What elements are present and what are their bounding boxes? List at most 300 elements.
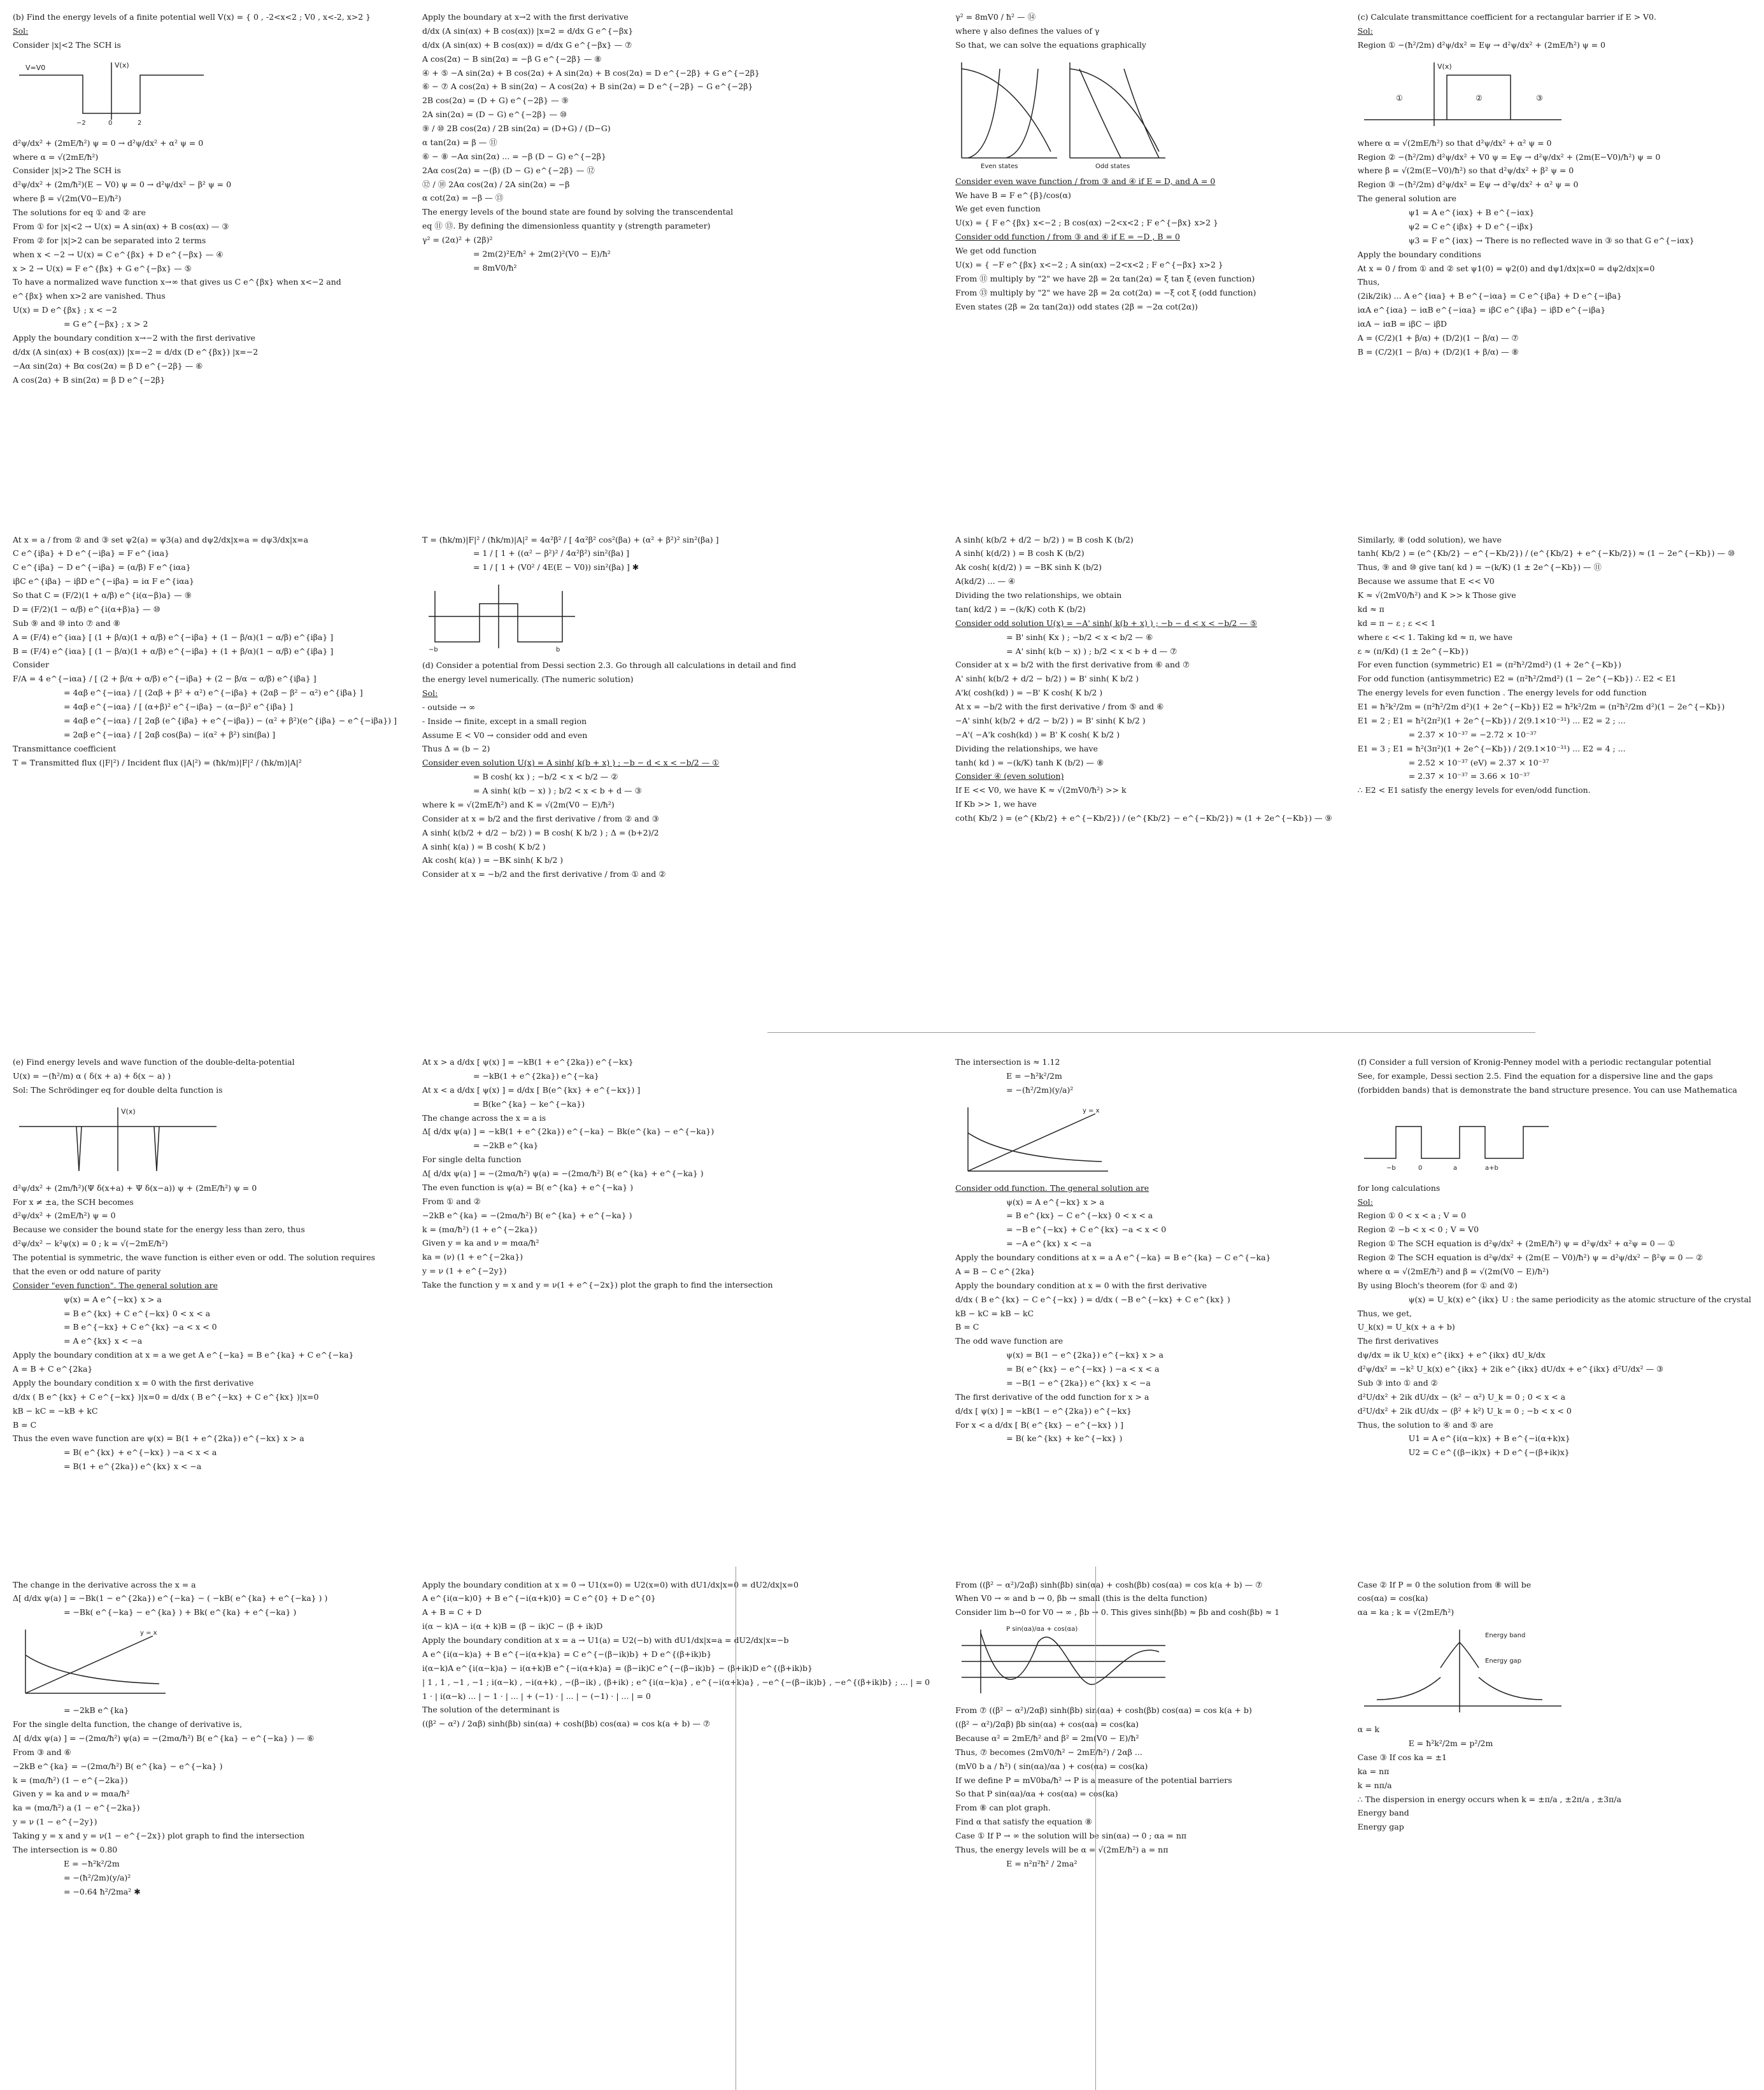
divider-line bbox=[1095, 1567, 1096, 2090]
note-line: iαA − iαB = iβC − iβD bbox=[1357, 319, 1447, 329]
note-line: d/dx ( B e^{kx} − C e^{−kx} ) = d/dx ( −B e^{−kx} + C e^{kx} ) bbox=[955, 1294, 1230, 1304]
note-line: From ⑪ multiply by "2" we have 2β = 2α tan(2α) = ξ tan ξ (even function) bbox=[955, 273, 1255, 283]
intersect-figure-wrap bbox=[13, 1623, 397, 1700]
note-line: The solutions for eq ① and ② are bbox=[13, 208, 146, 217]
note-line: If we define P = mV0ba/ħ² → P is a measure of the potential barriers bbox=[955, 1775, 1232, 1785]
note-line: A = (F/4) e^{iαa} [ (1 + β/α)(1 + α/β) e^{−iβa} + (1 − β/α)(1 − α/β) e^{iβa} ] bbox=[13, 632, 334, 642]
note-line: kB − kC = kB − kC bbox=[955, 1308, 1034, 1318]
note-line: ψ1 = A e^{iαx} + B e^{−iαx} bbox=[1408, 208, 1535, 217]
note-line: For odd function (antisymmetric) E2 = (π²ħ²/2md²) (1 − 2e^{−Kb}) ∴ E2 < E1 bbox=[1357, 674, 1677, 684]
figure-label: Even states bbox=[981, 162, 1018, 170]
figure-label: ① bbox=[1395, 93, 1403, 103]
note-line: α tan(2α) = β — ⑪ bbox=[422, 137, 497, 147]
note-line: By using Bloch's theorem (for ① and ②) bbox=[1357, 1280, 1518, 1290]
figure-curve bbox=[1079, 69, 1121, 158]
note-line: d²U/dx² + 2ik dU/dx − (β² + k²) U_k = 0 ; −b < x < 0 bbox=[1357, 1405, 1572, 1416]
note-line: Apply the boundary condition x = 0 with the first derivative bbox=[13, 1377, 254, 1388]
note-line: Δ[ d/dx ψ(a) ] = −kB(1 + e^{2ka}) e^{−ka} − Bk(e^{ka} − e^{−ka}) bbox=[422, 1127, 715, 1137]
note-line: d/dx ( B e^{kx} + C e^{−kx} )|x=0 = d/dx ( B e^{−kx} + C e^{kx} )|x=0 bbox=[13, 1391, 319, 1402]
note-line: = −0.64 ħ²/2ma² ✱ bbox=[64, 1886, 141, 1896]
note-line: Region ② The SCH equation is d²ψ/dx² + (2m(E − V0)/ħ²) ψ = d²ψ/dx² − β²ψ = 0 — ② bbox=[1357, 1253, 1704, 1262]
figure-label: ② bbox=[1475, 93, 1483, 103]
note-line: that the even or odd nature of parity bbox=[13, 1266, 161, 1276]
note-line: = 8mV0/ħ² bbox=[473, 262, 517, 273]
note-line: Case ③ If cos ka = ±1 bbox=[1357, 1752, 1447, 1762]
note-line: γ² = 8mV0 / ħ² — ⑭ bbox=[955, 12, 1035, 22]
figure-label: y = x bbox=[140, 1630, 157, 1637]
note-line: E1 = 3 ; E1 = ħ²(3π²)(1 + 2e^{−Kb}) / 2(9.1×10⁻³¹) ... E2 = 4 ; ... bbox=[1357, 743, 1626, 753]
figure-label: 0 bbox=[1418, 1164, 1423, 1172]
note-line: ψ(x) = A e^{−kx} x > a bbox=[1006, 1197, 1104, 1207]
note-line: A = B − C e^{2ka} bbox=[955, 1266, 1035, 1276]
note-line: 2Aα cos(2α) = −(β) (D − G) e^{−2β} — ⑫ bbox=[422, 165, 595, 175]
note-line: α = k bbox=[1357, 1724, 1380, 1735]
note-line: U(x) = { −F e^{βx} x<−2 ; A sin(αx) −2<x<2 ; F e^{−βx} x>2 } bbox=[955, 259, 1223, 269]
note-line: where β = √(2m(V0−E)/ħ²) bbox=[13, 194, 122, 204]
note-line: αa = ka ; k = √(2mE/ħ²) bbox=[1357, 1607, 1455, 1617]
note-line: ⑨ / ⑩ 2B cos(2α) / 2B sin(2α) = (D+G) / (D−G) bbox=[422, 124, 611, 133]
note-line: The general solution are bbox=[1357, 194, 1457, 204]
note-line: ∴ E2 < E1 satisfy the energy levels for even/odd function. bbox=[1357, 785, 1591, 795]
doubledelta-figure bbox=[13, 1101, 229, 1177]
note-line: A sinh( k(d/2) ) = B cosh K (b/2) bbox=[955, 548, 1085, 558]
note-line: K ≈ √(2mV0/ħ²) and K >> k Those give bbox=[1357, 590, 1516, 600]
note-line: = B( e^{kx} − e^{−kx} ) −a < x < a bbox=[1006, 1364, 1160, 1374]
note-line: i(α − k)A − i(α + k)B = (β − ik)C − (β + ik)D bbox=[422, 1621, 603, 1631]
note-line: From ② for |x|>2 can be separated into 2 terms bbox=[13, 235, 206, 245]
note-line: = 2αβ e^{−iαa} / [ 2αβ cos(βa) − i(α² + β²) sin(βa) ] bbox=[64, 729, 276, 739]
note-line: γ² = (2α)² + (2β)² bbox=[422, 235, 493, 245]
note-line: - outside → ∞ bbox=[422, 702, 476, 712]
note-line: U(x) = −(ħ²/m) α ( δ(x + a) + δ(x − a) ) bbox=[13, 1070, 171, 1081]
note-line: We have B = F e^{β}/cos(α) bbox=[955, 190, 1071, 200]
note-line: Even states (2β = 2α tan(2α)) odd states (2β = −2α cot(2α)) bbox=[955, 301, 1198, 311]
note-line: The change across the x = a is bbox=[422, 1113, 546, 1123]
note-line: A e^{i(α−k)0} + B e^{−i(α+k)0} = C e^{0} + D e^{0} bbox=[422, 1593, 656, 1603]
note-line: = B( ke^{kx} + ke^{−kx} ) bbox=[1006, 1433, 1123, 1444]
note-line: A = (C/2)(1 + β/α) + (D/2)(1 − β/α) — ⑦ bbox=[1357, 332, 1519, 343]
note-line: d²ψ/dx² + (2mE/ħ²) ψ = 0 bbox=[13, 1211, 116, 1221]
note-line: B = (F/4) e^{iαa} [ (1 − β/α)(1 + α/β) e^{−iβa} + (1 + β/α)(1 − α/β) e^{iβa} ] bbox=[13, 646, 334, 656]
note-line: Ak cosh( k(a) ) = −BK sinh( K b/2 ) bbox=[422, 855, 564, 865]
note-line: Thus Δ = (b − 2) bbox=[422, 744, 490, 754]
note-line: eq ⑪ ⑬. By defining the dimensionless quantity γ (strength parameter) bbox=[422, 221, 711, 231]
note-line: e^{βx} when x>2 are vanished. Thus bbox=[13, 291, 166, 301]
note-line: A sinh( k(b/2 + d/2 − b/2) ) = B cosh K (b/2) bbox=[955, 534, 1134, 544]
note-line: B = (C/2)(1 − β/α) + (D/2)(1 + β/α) — ⑧ bbox=[1357, 346, 1519, 357]
note-line: Apply the boundary conditions bbox=[1357, 249, 1481, 259]
note-line: A e^{i(α−k)a} + B e^{−i(α+k)a} = C e^{−(β−ik)b} + D e^{(β+ik)b} bbox=[422, 1649, 712, 1659]
note-line: A(kd/2) ... — ④ bbox=[955, 576, 1016, 586]
figure-curve bbox=[1070, 69, 1159, 152]
note-line: Energy band bbox=[1357, 1808, 1409, 1818]
figure-curve bbox=[1364, 1127, 1549, 1158]
note-line: Given y = ka and ν = mαa/ħ² bbox=[13, 1789, 130, 1799]
note-line: Region ② −b < x < 0 ; V = V0 bbox=[1357, 1225, 1479, 1235]
note-line: = B(1 + e^{2ka}) e^{kx} x < −a bbox=[64, 1461, 202, 1472]
note-line: Thus, the energy levels will be α = √(2mE/ħ²) a = nπ bbox=[955, 1844, 1169, 1854]
twowell-figure-wrap bbox=[422, 578, 930, 655]
figure-label: V(x) bbox=[121, 1107, 136, 1116]
note-line: A sinh( k(b/2 + d/2 − b/2) ) = B cosh( K b/2 ) ; Δ = (b+2)/2 bbox=[422, 827, 659, 837]
note-line: −2kB e^{ka} = −(2mα/ħ²) B( e^{ka} − e^{−ka} ) bbox=[13, 1761, 223, 1771]
note-line: k = nπ/a bbox=[1357, 1780, 1392, 1790]
note-panel bbox=[1345, 1045, 1764, 1568]
note-panel bbox=[942, 523, 1345, 1046]
note-line: From ⑬ multiply by "2" we have 2β = 2α cot(2α) = −ξ cot ξ (odd function) bbox=[955, 287, 1256, 297]
note-line: For x < a d/dx [ B( e^{kx} − e^{−kx} ) ] bbox=[955, 1419, 1124, 1430]
note-line: ④ + ⑤ −A sin(2α) + B cos(2α) + A sin(2α) + B cos(2α) = D e^{−2β} + G e^{−2β} bbox=[422, 68, 760, 78]
note-line: = A e^{kx} x < −a bbox=[64, 1336, 143, 1346]
well-figure bbox=[13, 56, 229, 132]
note-line: ((β² − α²) / 2αβ) sinh(βb) sin(αa) + cosh(βb) cos(αa) = cos k(a + b) — ⑦ bbox=[422, 1719, 711, 1729]
note-panel bbox=[1345, 523, 1764, 1046]
intersect_small-figure bbox=[955, 1101, 1172, 1177]
note-line: = 4αβ e^{−iαa} / [ 2αβ (e^{iβa} + e^{−iβa}) − (α² + β²)(e^{iβa} − e^{−iβa}) ] bbox=[64, 715, 397, 725]
figure-curve bbox=[1479, 1677, 1542, 1700]
note-line: The energy levels of the bound state are found by solving the transcendental bbox=[422, 207, 734, 217]
note-line: See, for example, Dessi section 2.5. Find the equation for a dispersive line and the gaps bbox=[1357, 1070, 1713, 1081]
note-line: So that P sin(αa)/αa + cos(αa) = cos(ka) bbox=[955, 1789, 1118, 1799]
note-line: At x = −b/2 with the first derivative / from ⑤ and ⑥ bbox=[955, 702, 1164, 711]
note-line: A' sinh( k(b/2 + d/2 − b/2) ) = B' sinh( K b/2 ) bbox=[955, 674, 1139, 684]
note-line: Given y = ka and ν = mαa/ħ² bbox=[422, 1238, 539, 1248]
figure-label: V(x) bbox=[115, 60, 129, 69]
note-line: Region ① −(ħ²/2m) d²ψ/dx² = Eψ → d²ψ/dx² + (2mE/ħ²) ψ = 0 bbox=[1357, 39, 1605, 50]
note-line: Sol: bbox=[422, 688, 438, 698]
note-line: = −A e^{kx} x < −a bbox=[1006, 1239, 1092, 1249]
intersect_small-figure-wrap bbox=[955, 1101, 1332, 1177]
note-line: = G e^{−βx} ; x > 2 bbox=[64, 319, 148, 329]
note-line: From ③ and ⑥ bbox=[13, 1747, 71, 1757]
note-panel bbox=[409, 1568, 942, 2090]
figure-label: ③ bbox=[1535, 93, 1543, 103]
note-line: = 4αβ e^{−iαa} / [ (2αβ + β² + α²) e^{−iβa} + (2αβ − β² − α²) e^{iβa} ] bbox=[64, 688, 363, 698]
note-line: iβC e^{iβa} − iβD e^{−iβa} = iα F e^{iαa} bbox=[13, 576, 194, 586]
note-line: The first derivative of the odd function for x > a bbox=[955, 1391, 1149, 1402]
note-line: (f) Consider a full version of Kronig-Penney model with a periodic rectangular potential bbox=[1357, 1057, 1712, 1067]
note-line: Consider lim b→0 for V0 → ∞ , βb → 0. This gives sinh(βb) ≈ βb and cosh(βb) ≈ 1 bbox=[955, 1607, 1280, 1617]
note-line: ka = (ν) (1 + e^{−2ka}) bbox=[422, 1252, 523, 1262]
note-panel bbox=[1345, 1568, 1764, 2090]
note-line: E = −ħ²k²/2m bbox=[1006, 1070, 1062, 1081]
note-line: ∴ The dispersion in energy occurs when k = ±π/a , ±2π/a , ±3π/a bbox=[1357, 1794, 1621, 1804]
note-line: = 2.52 × 10⁻³⁷ (eV) = 2.37 × 10⁻³⁷ bbox=[1408, 757, 1549, 767]
twowell-figure bbox=[422, 578, 639, 655]
note-line: d²ψ/dx² + (2m/ħ²)(Ψ δ(x+a) + Ψ δ(x−a)) ψ + (2mE/ħ²) ψ = 0 bbox=[13, 1183, 257, 1193]
note-line: = −B(1 − e^{2ka}) e^{kx} x < −a bbox=[1006, 1377, 1151, 1388]
note-panel bbox=[409, 0, 942, 523]
note-line: ((β² − α²)/2αβ) βb sin(αa) + cos(αa) = cos(ka) bbox=[955, 1719, 1139, 1729]
note-line: We get even function bbox=[955, 204, 1041, 214]
dispersion_osc-figure bbox=[955, 1623, 1172, 1700]
note-line: tanh( kd ) = −(k/K) tanh K (b/2) — ⑧ bbox=[955, 757, 1104, 767]
note-line: −A'( −A'k cosh(kd) ) = B' K cosh( K b/2 ) bbox=[955, 729, 1120, 739]
note-line: Consider even wave function / from ③ and ④ if E = D, and A = 0 bbox=[955, 176, 1216, 186]
note-line: −Aα sin(2α) + Bα cos(2α) = β D e^{−2β} — ⑥ bbox=[13, 360, 203, 371]
note-line: = 2m(2)²E/ħ² + 2m(2)²(V0 − E)/ħ² bbox=[473, 248, 611, 259]
note-line: We get odd function bbox=[955, 246, 1037, 255]
note-line: The change in the derivative across the x = a bbox=[13, 1579, 196, 1589]
note-line: A cos(2α) − B sin(2α) = −β G e^{−2β} — ⑧ bbox=[422, 53, 602, 64]
note-line: ⑥ − ⑧ −Aα sin(2α) ... = −β (D − G) e^{−2β} bbox=[422, 151, 606, 161]
note-line: The energy levels for even function . The energy levels for odd function bbox=[1357, 688, 1647, 698]
note-line: ψ3 = F e^{iαx} → There is no reflected wave in ③ so that G e^{−iαx} bbox=[1408, 235, 1695, 245]
note-line: Consider at x = b/2 with the first derivative from ⑥ and ⑦ bbox=[955, 660, 1190, 670]
figure-label: b bbox=[556, 646, 560, 654]
note-line: d²ψ/dx² = −k² U_k(x) e^{ikx} + 2ik e^{ikx} dU/dx + e^{ikx} d²U/dx² — ③ bbox=[1357, 1364, 1664, 1374]
figure-label: Energy gap bbox=[1484, 1658, 1521, 1665]
note-line: Consider |x|>2 The SCH is bbox=[13, 166, 121, 176]
note-line: Thus, bbox=[1357, 277, 1380, 287]
note-line: = 4αβ e^{−iαa} / [ (α+β)² e^{−iβa} − (α−β)² e^{iβa} ] bbox=[64, 702, 293, 711]
note-line: Thus, ⑦ becomes (2mV0/ħ² − 2mE/ħ²) / 2αβ ... bbox=[955, 1747, 1142, 1757]
figure-label: Odd states bbox=[1095, 162, 1130, 170]
note-line: (forbidden bands) that is demonstrate the band structure presence. You can use Mathematica bbox=[1357, 1084, 1737, 1095]
note-line: coth( Kb/2 ) = (e^{Kb/2} + e^{−Kb/2}) / (e^{Kb/2} − e^{−Kb/2}) ≈ (1 + 2e^{−Kb}) — ⑨ bbox=[955, 813, 1332, 823]
note-line: Thus the even wave function are ψ(x) = B(1 + e^{2ka}) e^{−kx} x > a bbox=[13, 1433, 304, 1444]
note-line: = 2.37 × 10⁻³⁷ = 3.66 × 10⁻³⁷ bbox=[1408, 771, 1530, 781]
note-line: Dividing the two relationships, we obtain bbox=[955, 590, 1122, 600]
note-line: i(α−k)A e^{i(α−k)a} − i(α+k)B e^{−i(α+k)a} = (β−ik)C e^{−(β−ik)b} − (β+ik)D e^{(β+ik)b} bbox=[422, 1663, 813, 1673]
note-line: d²ψ/dx² − k²ψ(x) = 0 ; k = √(−2mE/ħ²) bbox=[13, 1239, 168, 1249]
figure-label: a bbox=[1453, 1164, 1457, 1172]
note-line: C e^{iβa} + D e^{−iβa} = F e^{iαa} bbox=[13, 548, 170, 558]
note-line: (e) Find energy levels and wave function of the double-delta-potential bbox=[13, 1057, 295, 1067]
note-panel bbox=[0, 523, 409, 1046]
note-line: Ak cosh( k(d/2) ) = −BK sinh K (b/2) bbox=[955, 562, 1102, 572]
note-line: Apply the boundary condition at x = 0 → U1(x=0) = U2(x=0) with dU1/dx|x=0 = dU2/dx|x=0 bbox=[422, 1579, 799, 1589]
note-line: dψ/dx = ik U_k(x) e^{ikx} + e^{ikx} dU_k/dx bbox=[1357, 1350, 1546, 1360]
note-line: where α = √(2mE/ħ²) and β = √(2m(V0 − E)/ħ²) bbox=[1357, 1266, 1549, 1276]
note-line: The even function is ψ(a) = B( e^{ka} + e^{−ka} ) bbox=[422, 1182, 634, 1192]
note-line: for long calculations bbox=[1357, 1183, 1440, 1193]
graph_tan-figure bbox=[955, 56, 1172, 171]
figure-curve bbox=[1377, 1677, 1440, 1700]
note-line: Consider ④ (even solution) bbox=[955, 771, 1064, 781]
note-line: At x = a / from ② and ③ set ψ2(a) = ψ3(a) and dψ2/dx|x=a = dψ3/dx|x=a bbox=[13, 534, 309, 544]
note-line: Sub ③ into ① and ② bbox=[1357, 1377, 1438, 1388]
note-line: = A sinh( k(b − x) ) ; b/2 < x < b + d — ③ bbox=[473, 786, 642, 795]
note-line: = B( e^{kx} + e^{−kx} ) −a < x < a bbox=[64, 1447, 217, 1458]
note-line: E1 = ħ²k²/2m = (π²ħ²/2m d²)(1 + 2e^{−Kb}) E2 = ħ²k²/2m = (π²ħ²/2m d²)(1 − 2e^{−Kb}) bbox=[1357, 702, 1725, 711]
kronig-figure bbox=[1358, 1101, 1574, 1177]
figure-label: V(x) bbox=[1437, 62, 1452, 71]
figure-curve bbox=[76, 1127, 82, 1171]
note-line: cos(αa) = cos(ka) bbox=[1357, 1593, 1428, 1603]
figure-curve bbox=[981, 1633, 1159, 1684]
note-line: Apply the boundary at x→2 with the first derivative bbox=[422, 12, 629, 22]
note-line: (c) Calculate transmittance coefficient for a rectangular barrier if E > V0. bbox=[1357, 12, 1656, 22]
note-panel bbox=[942, 1045, 1345, 1568]
note-line: Case ② If P = 0 the solution from ⑧ will be bbox=[1357, 1579, 1532, 1589]
note-line: A'k( cosh(kd) ) = −B' K cosh( K b/2 ) bbox=[955, 688, 1103, 698]
note-line: = −(ħ²/2m)(y/a)² bbox=[64, 1872, 131, 1882]
note-line: At x < a d/dx [ ψ(x) ] = d/dx [ B(e^{kx} + e^{−kx}) ] bbox=[422, 1084, 641, 1095]
note-line: If E << V0, we have K ≈ √(2mV0/ħ²) >> k bbox=[955, 785, 1127, 795]
note-line: A cos(2α) + B sin(2α) = β D e^{−2β} bbox=[13, 374, 166, 385]
note-line: Take the function y = x and y = ν(1 + e^{−2x}) plot the graph to find the intersection bbox=[422, 1280, 773, 1290]
note-line: where γ also defines the values of γ bbox=[955, 25, 1100, 36]
note-line: The first derivatives bbox=[1357, 1336, 1439, 1346]
note-line: B = C bbox=[13, 1419, 37, 1430]
divider-line bbox=[767, 1032, 1535, 1033]
note-line: y = ν (1 − e^{−2y}) bbox=[13, 1817, 97, 1827]
note-line: Sol: bbox=[13, 25, 29, 36]
note-line: Region ② −(ħ²/2m) d²ψ/dx² + V0 ψ = Eψ → d²ψ/dx² + (2m(E−V0)/ħ²) ψ = 0 bbox=[1357, 152, 1661, 162]
figure-label: 0 bbox=[108, 119, 113, 127]
note-line: d/dx (A sin(αx) + B cos(αx)) = d/dx G e^{−βx} — ⑦ bbox=[422, 39, 632, 50]
note-line: tanh( Kb/2 ) = (e^{Kb/2} − e^{−Kb/2}) / (e^{Kb/2} + e^{−Kb/2}) ≈ (1 − 2e^{−Kb}) — ⑩ bbox=[1357, 548, 1735, 558]
note-line: (2ik/2ik) ... A e^{iαa} + B e^{−iαa} = C e^{iβa} + D e^{−iβa} bbox=[1357, 291, 1622, 301]
note-line: A + B = C + D bbox=[422, 1607, 482, 1617]
note-line: T = Transmitted flux (|F|²) / Incident flux (|A|²) = (ħk/m)|F|² / (ħk/m)|A|² bbox=[13, 757, 302, 767]
note-line: Because α² = 2mE/ħ² and β² = 2m(V0 − E)/ħ² bbox=[955, 1733, 1139, 1743]
note-line: = 1 / [ 1 + (V0² / 4E(E − V0)) sin²(βa) ] ✱ bbox=[473, 562, 639, 572]
note-line: ka = nπ bbox=[1357, 1766, 1390, 1776]
note-line: Thus, the solution to ④ and ⑤ are bbox=[1357, 1419, 1493, 1430]
figure-curve bbox=[1124, 69, 1159, 158]
note-line: Transmittance coefficient bbox=[13, 743, 117, 753]
figure-label: −2 bbox=[76, 119, 86, 127]
note-line: Consider even solution U(x) = A sinh( k(b + x) ) ; −b − d < x < −b/2 — ① bbox=[422, 758, 720, 768]
well-figure-wrap bbox=[13, 56, 397, 132]
note-line: = A' sinh( k(b − x) ) ; b/2 < x < b + d — ⑦ bbox=[1006, 646, 1177, 656]
note-line: 1 · | i(α−k) ... | − 1 · | ... | + (−1) · | ... | − (−1) · | ... | = 0 bbox=[422, 1691, 651, 1701]
note-line: = −kB(1 + e^{2ka}) e^{−ka} bbox=[473, 1070, 599, 1081]
note-line: Apply the boundary condition at x = 0 with the first derivative bbox=[955, 1280, 1207, 1290]
note-line: Region ① The SCH equation is d²ψ/dx² + (2mE/ħ²) ψ = d²ψ/dx² + α²ψ = 0 — ① bbox=[1357, 1239, 1675, 1249]
note-line: Consider odd function / from ③ and ④ if E = −D , B = 0 bbox=[955, 232, 1180, 242]
figure-label: Energy band bbox=[1484, 1632, 1526, 1640]
note-line: The intersection is ≈ 1.12 bbox=[955, 1057, 1060, 1067]
note-line: (d) Consider a potential from Dessi section 2.3. Go through all calculations in detail and find bbox=[422, 660, 797, 671]
note-line: the energy level numerically. (The numeric solution) bbox=[422, 674, 634, 684]
note-line: Δ[ d/dx ψ(a) ] = −(2mα/ħ²) ψ(a) = −(2mα/ħ²) B( e^{ka} − e^{−ka} ) — ⑥ bbox=[13, 1733, 315, 1743]
note-line: Dividing the relationships, we have bbox=[955, 743, 1098, 753]
note-line: Thus, we get, bbox=[1357, 1308, 1412, 1318]
note-line: k = (mα/ħ²) (1 + e^{−2ka}) bbox=[422, 1224, 537, 1234]
note-line: A sinh( k(a) ) = B cosh( K b/2 ) bbox=[422, 841, 546, 851]
note-line: Find α that satisfy the equation ⑧ bbox=[955, 1817, 1092, 1827]
note-panel bbox=[409, 523, 942, 1046]
figure-label: −b bbox=[1386, 1164, 1396, 1172]
note-line: From ⑦ ((β² − α²)/2αβ) sinh(βb) sin(αa) + cosh(βb) cos(αa) = cos k(a + b) bbox=[955, 1705, 1252, 1716]
note-line: The intersection is ≈ 0.80 bbox=[13, 1844, 118, 1854]
note-line: where α = √(2mE/ħ²) bbox=[13, 152, 99, 162]
note-line: d²ψ/dx² + (2mE/ħ²) ψ = 0 → d²ψ/dx² + α² ψ = 0 bbox=[13, 138, 204, 148]
note-line: = −B e^{−kx} + C e^{kx} −a < x < 0 bbox=[1006, 1225, 1167, 1235]
note-line: The odd wave function are bbox=[955, 1336, 1063, 1346]
note-line: kd ≈ π bbox=[1357, 604, 1384, 614]
intersect-figure bbox=[13, 1623, 229, 1700]
note-line: ⑫ / ⑩ 2Aα cos(2α) / 2A sin(2α) = −β bbox=[422, 179, 570, 189]
note-line: Assume E < V0 → consider odd and even bbox=[422, 730, 588, 740]
note-line: Because we consider the bound state for the energy less than zero, thus bbox=[13, 1225, 305, 1235]
note-line: = B cosh( kx ) ; −b/2 < x < b/2 — ② bbox=[473, 772, 618, 782]
note-line: | 1 , 1 , −1 , −1 ; i(α−k) , −i(α+k) , −(β−ik) , (β+ik) ; e^{i(α−k)a} , e^{−i(α+k)a} , −e^{−(β−ik)b} , −e^{(β+ik)b} ; ... | = 0 bbox=[422, 1677, 930, 1687]
note-line: C e^{iβa} − D e^{−iβa} = (α/β) F e^{iαa} bbox=[13, 562, 191, 572]
note-line: d²ψ/dx² + (2m/ħ²)(E − V0) ψ = 0 → d²ψ/dx² − β² ψ = 0 bbox=[13, 180, 232, 190]
note-line: Consider |x|<2 The SCH is bbox=[13, 39, 121, 50]
note-line: = B(ke^{ka} − ke^{−ka}) bbox=[473, 1098, 585, 1109]
note-line: For single delta function bbox=[422, 1155, 522, 1165]
barrier-figure-wrap bbox=[1358, 56, 1751, 132]
note-line: Consider at x = b/2 and the first derivative / from ② and ③ bbox=[422, 813, 659, 823]
note-line: T = (ħk/m)|F|² / (ħk/m)|A|² = 4α²β² / [ 4α²β² cos²(βa) + (α² + β²)² sin²(βa) ] bbox=[422, 534, 719, 544]
note-line: When V0 → ∞ and b → 0, βb → small (this is the delta function) bbox=[955, 1593, 1207, 1603]
note-line: For even function (symmetric) E1 = (π²ħ²/2md²) (1 + 2e^{−Kb}) bbox=[1357, 660, 1621, 670]
figure-curve bbox=[25, 1655, 159, 1684]
note-line: ψ2 = C e^{iβx} + D e^{−iβx} bbox=[1408, 221, 1534, 231]
note-line: −A' sinh( k(b/2 + d/2 − b/2) ) = B' sinh( K b/2 ) bbox=[955, 715, 1146, 725]
bands-figure-wrap bbox=[1358, 1623, 1751, 1719]
note-line: To have a normalized wave function x→∞ that gives us C e^{βx} when x<−2 and bbox=[13, 277, 341, 287]
note-line: where ε << 1. Taking kd ≈ π, we have bbox=[1357, 632, 1513, 642]
note-line: F/A = 4 e^{−iαa} / [ (2 + β/α + α/β) e^{−iβa} + (2 − β/α − α/β) e^{iβa} ] bbox=[13, 674, 317, 684]
note-line: A = B + C e^{2ka} bbox=[13, 1364, 93, 1374]
note-line: Region ③ −(ħ²/2m) d²ψ/dx² = Eψ → d²ψ/dx² + α² ψ = 0 bbox=[1357, 180, 1579, 190]
note-line: Sol: bbox=[1357, 1197, 1373, 1207]
note-line: = B' sinh( Kx ) ; −b/2 < x < b/2 — ⑥ bbox=[1006, 632, 1153, 642]
note-line: From ① and ② bbox=[422, 1196, 481, 1206]
note-line: U_k(x) = U_k(x + a + b) bbox=[1357, 1322, 1455, 1332]
note-line: d²U/dx² + 2ik dU/dx − (k² − α²) U_k = 0 ; 0 < x < a bbox=[1357, 1391, 1566, 1402]
note-line: Apply the boundary condition x→−2 with the first derivative bbox=[13, 332, 255, 343]
graph_tan-figure-wrap bbox=[955, 56, 1332, 171]
figure-label: P sin(αa)/αa + cos(αa) bbox=[1006, 1626, 1078, 1633]
note-panel bbox=[942, 0, 1345, 523]
note-line: Δ[ d/dx ψ(a) ] = −Bk(1 − e^{2ka}) e^{−ka} − ( −kB( e^{ka} + e^{−ka} ) ) bbox=[13, 1593, 328, 1603]
dispersion_osc-figure-wrap bbox=[955, 1623, 1332, 1700]
note-line: Consider bbox=[13, 660, 49, 670]
note-line: Apply the boundary condition at x = a → U1(a) = U2(−b) with dU1/dx|x=a = dU2/dx|x=−b bbox=[422, 1635, 789, 1645]
barrier-figure bbox=[1358, 56, 1574, 132]
note-line: −2kB e^{ka} = −(2mα/ħ²) B( e^{ka} + e^{−ka} ) bbox=[422, 1210, 632, 1220]
note-line: Case ① If P → ∞ the solution will be sin(αa) → 0 ; αa = nπ bbox=[955, 1831, 1187, 1840]
note-line: where α = √(2mE/ħ²) so that d²ψ/dx² + α² ψ = 0 bbox=[1357, 138, 1552, 148]
note-line: = 2.37 × 10⁻³⁷ = −2.72 × 10⁻³⁷ bbox=[1408, 729, 1537, 739]
figure-curve bbox=[1006, 69, 1038, 158]
note-line: y = ν (1 + e^{−2y}) bbox=[422, 1266, 507, 1276]
note-line: kd = π − ε ; ε << 1 bbox=[1357, 618, 1436, 628]
note-line: = 1 / [ 1 + ((α² − β²)² / 4α²β²) sin²(βa) ] bbox=[473, 548, 629, 558]
note-line: For the single delta function, the change of derivative is, bbox=[13, 1719, 243, 1729]
note-panel bbox=[0, 1045, 409, 1568]
figure-label: −b bbox=[429, 646, 438, 654]
note-line: d/dx (A sin(αx) + B cos(αx)) |x=2 = d/dx G e^{−βx} bbox=[422, 25, 634, 36]
note-line: = B e^{kx} − C e^{−kx} 0 < x < a bbox=[1006, 1211, 1153, 1221]
note-line: ka = (mα/ħ²) a (1 − e^{−2ka}) bbox=[13, 1803, 140, 1813]
note-line: From ① for |x|<2 → U(x) = A sin(αx) + B cos(αx) — ③ bbox=[13, 221, 229, 231]
note-line: Sol: bbox=[1357, 25, 1373, 36]
note-line: Similarly, ⑧ (odd solution), we have bbox=[1357, 534, 1502, 544]
doubledelta-figure-wrap bbox=[13, 1101, 397, 1177]
figure-curve bbox=[154, 1127, 159, 1171]
note-line: kB − kC = −kB + kC bbox=[13, 1405, 98, 1416]
note-line: At x = 0 / from ① and ② set ψ1(0) = ψ2(0) and dψ1/dx|x=0 = dψ2/dx|x=0 bbox=[1357, 263, 1655, 273]
note-line: = B e^{kx} + C e^{−kx} 0 < x < a bbox=[64, 1308, 211, 1318]
note-line: E = n²π²ħ² / 2ma² bbox=[1006, 1858, 1078, 1868]
note-line: D = (F/2)(1 − α/β) e^{i(α+β)a} — ⑩ bbox=[13, 604, 160, 614]
note-line: Sub ⑨ and ⑩ into ⑦ and ⑧ bbox=[13, 618, 120, 628]
note-line: ψ(x) = U_k(x) e^{ikx} U : the same periodicity as the atomic structure of the crystal bbox=[1408, 1294, 1751, 1304]
note-line: = −Bk( e^{−ka} − e^{ka} ) + Bk( e^{ka} + e^{−ka} ) bbox=[64, 1607, 297, 1617]
note-panel bbox=[1345, 0, 1764, 523]
note-line: ψ(x) = A e^{−kx} x > a bbox=[64, 1294, 162, 1304]
note-line: 2A sin(2α) = (D − G) e^{−2β} — ⑩ bbox=[422, 110, 567, 120]
note-line: tan( kd/2 ) = −(k/K) coth K (b/2) bbox=[955, 604, 1086, 614]
